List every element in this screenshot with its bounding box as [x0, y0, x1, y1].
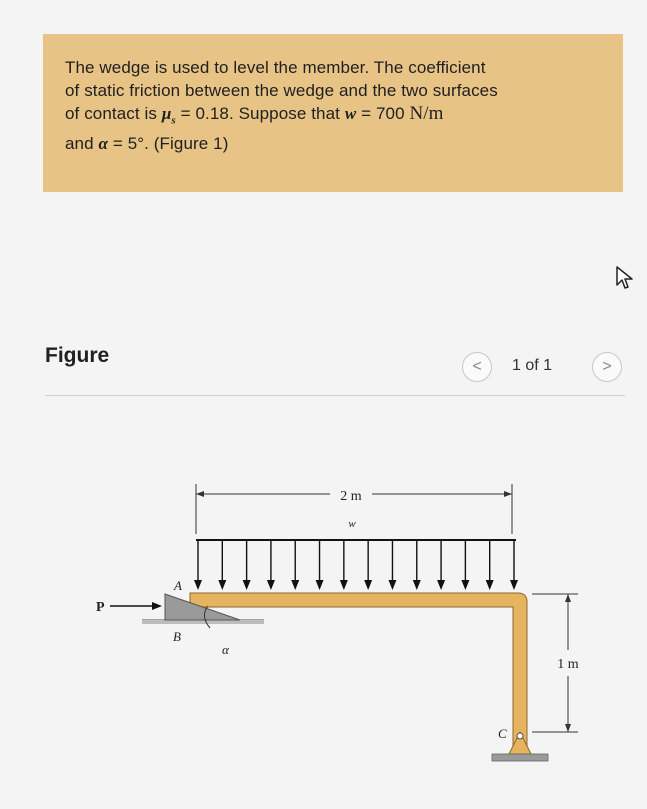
figure-title: Figure	[45, 344, 110, 367]
problem-line-3-prefix: of contact is	[65, 104, 162, 123]
load-arrow	[194, 540, 202, 590]
load-arrow	[388, 540, 396, 590]
load-arrow	[291, 540, 299, 590]
label-a: A	[174, 578, 182, 593]
height-label: 1 m	[557, 657, 579, 672]
member	[190, 593, 527, 750]
previous-figure-button[interactable]	[462, 352, 492, 382]
alpha-symbol: α	[98, 134, 109, 154]
problem-line-2: of static friction between the wedge and the two surfaces	[65, 81, 498, 100]
figure-reference[interactable]: = 5°. (Figure 1)	[108, 134, 229, 154]
mouse-pointer-icon	[615, 265, 637, 296]
label-alpha: α	[222, 642, 229, 657]
load-arrow	[510, 540, 518, 590]
load-arrow	[437, 540, 445, 590]
load-arrow	[461, 540, 469, 590]
load-value-text: = 700	[356, 104, 410, 123]
mu-symbol: μ	[161, 104, 172, 123]
figure-divider	[45, 395, 625, 396]
problem-line-1: The wedge is used to level the member. The coefficient	[65, 58, 486, 77]
load-arrow	[486, 540, 494, 590]
load-arrow	[413, 540, 421, 590]
problem-line-4-prefix: and	[65, 134, 99, 154]
ground-line	[142, 620, 264, 624]
load-label: w	[348, 518, 356, 530]
figure-page-indicator: 1 of 1	[512, 357, 553, 374]
chevron-left-icon: <	[472, 358, 482, 375]
next-figure-button[interactable]	[592, 352, 622, 382]
problem-statement	[43, 34, 623, 192]
w-symbol: w	[344, 104, 357, 123]
force-p-arrow	[110, 602, 162, 610]
load-arrow	[316, 540, 324, 590]
load-arrow	[340, 540, 348, 590]
span-label: 2 m	[340, 489, 362, 504]
label-p: P	[96, 600, 105, 615]
distributed-load	[194, 540, 518, 590]
load-arrow	[218, 540, 226, 590]
label-c: C	[498, 726, 507, 741]
wedge-member-diagram	[0, 470, 647, 790]
load-arrow	[243, 540, 251, 590]
chevron-right-icon: >	[602, 358, 612, 375]
problem-line-3	[65, 102, 603, 132]
label-b: B	[173, 629, 181, 644]
friction-coefficient-text: = 0.18. Suppose that	[175, 104, 345, 123]
load-unit: N/m	[409, 103, 444, 124]
load-arrow	[267, 540, 275, 590]
problem-line-4	[65, 132, 603, 155]
load-arrow	[364, 540, 372, 590]
mu-subscript: s	[171, 114, 176, 127]
